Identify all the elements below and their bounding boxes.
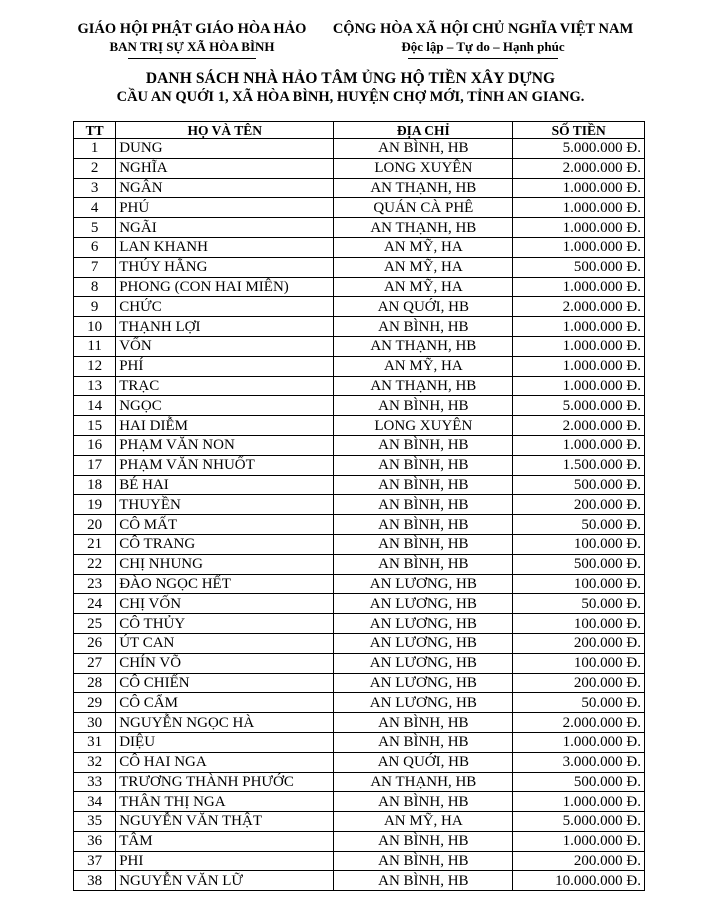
donation-amount: 500.000 Đ. xyxy=(513,257,645,277)
donation-amount: 100.000 Đ. xyxy=(513,614,645,634)
table-row xyxy=(74,257,645,277)
donor-name: CHỨC xyxy=(116,297,334,317)
table-row xyxy=(74,356,645,376)
donor-address: AN LƯƠNG, HB xyxy=(334,633,513,653)
row-number: 31 xyxy=(74,732,116,752)
table-row xyxy=(74,633,645,653)
row-number: 17 xyxy=(74,455,116,475)
donation-amount: 500.000 Đ. xyxy=(513,554,645,574)
table-row xyxy=(74,218,645,238)
donor-address: LONG XUYÊN xyxy=(334,158,513,178)
donor-address: AN BÌNH, HB xyxy=(334,396,513,416)
row-number: 32 xyxy=(74,752,116,772)
table-row xyxy=(74,495,645,515)
donor-address: AN BÌNH, HB xyxy=(334,435,513,455)
table-row xyxy=(74,475,645,495)
row-number: 1 xyxy=(74,139,116,159)
row-number: 16 xyxy=(74,435,116,455)
row-number: 30 xyxy=(74,713,116,733)
table-row xyxy=(74,713,645,733)
donor-address: AN BÌNH, HB xyxy=(334,831,513,851)
donor-name: CÔ MẤT xyxy=(116,515,334,535)
donor-name: ÚT CAN xyxy=(116,633,334,653)
column-header-tt: TT xyxy=(74,122,116,139)
donor-address: AN BÌNH, HB xyxy=(334,732,513,752)
table-row xyxy=(74,336,645,356)
row-number: 7 xyxy=(74,257,116,277)
donation-amount: 1.000.000 Đ. xyxy=(513,277,645,297)
table-row xyxy=(74,297,645,317)
donor-address: AN LƯƠNG, HB xyxy=(334,614,513,634)
row-number: 19 xyxy=(74,495,116,515)
donor-name: NGỌC xyxy=(116,396,334,416)
donor-address: AN MỸ, HA xyxy=(334,237,513,257)
organization-header xyxy=(72,20,312,56)
donation-amount: 5.000.000 Đ. xyxy=(513,812,645,832)
row-number: 27 xyxy=(74,653,116,673)
donation-amount: 1.000.000 Đ. xyxy=(513,732,645,752)
donor-name: CÔ HAI NGA xyxy=(116,752,334,772)
donor-name: PHÚ xyxy=(116,198,334,218)
document-title: DANH SÁCH NHÀ HẢO TÂM ỦNG HỘ TIỀN XÂY DỰNG xyxy=(145,70,556,87)
column-header-address: ĐỊA CHỈ xyxy=(334,122,513,139)
table-row xyxy=(74,792,645,812)
donor-name: TRƯƠNG THÀNH PHƯỚC xyxy=(116,772,334,792)
table-row xyxy=(74,317,645,337)
donor-address: AN MỸ, HA xyxy=(334,277,513,297)
table-row xyxy=(74,237,645,257)
donation-amount: 50.000 Đ. xyxy=(513,594,645,614)
donation-amount: 1.000.000 Đ. xyxy=(513,831,645,851)
donor-address: AN BÌNH, HB xyxy=(334,495,513,515)
donor-address: AN THẠNH, HB xyxy=(334,218,513,238)
table-row xyxy=(74,416,645,436)
table-row xyxy=(74,574,645,594)
donor-name: VỐN xyxy=(116,336,334,356)
donor-address: AN MỸ, HA xyxy=(334,356,513,376)
donor-name: CÔ CHIẾN xyxy=(116,673,334,693)
table-row xyxy=(74,554,645,574)
row-number: 26 xyxy=(74,633,116,653)
row-number: 3 xyxy=(74,178,116,198)
country-name: CỘNG HÒA XÃ HỘI CHỦ NGHĨA VIỆT NAM xyxy=(332,21,634,37)
donor-address: AN LƯƠNG, HB xyxy=(334,594,513,614)
row-number: 10 xyxy=(74,317,116,337)
national-header xyxy=(328,20,638,56)
donation-amount: 100.000 Đ. xyxy=(513,534,645,554)
donation-amount: 2.000.000 Đ. xyxy=(513,297,645,317)
document-subtitle: CẦU AN QUỚI 1, XÃ HÒA BÌNH, HUYỆN CHỢ MỚI, TỈNH AN GIANG. xyxy=(116,89,585,105)
donation-amount: 100.000 Đ. xyxy=(513,574,645,594)
row-number: 6 xyxy=(74,237,116,257)
donor-name: THẠNH LỢI xyxy=(116,317,334,337)
table-row xyxy=(74,534,645,554)
donation-amount: 2.000.000 Đ. xyxy=(513,416,645,436)
donation-amount: 200.000 Đ. xyxy=(513,673,645,693)
donation-amount: 1.000.000 Đ. xyxy=(513,178,645,198)
donation-amount: 1.000.000 Đ. xyxy=(513,237,645,257)
table-row xyxy=(74,614,645,634)
row-number: 15 xyxy=(74,416,116,436)
table-row xyxy=(74,139,645,159)
donation-amount: 200.000 Đ. xyxy=(513,495,645,515)
donor-address: AN THẠNH, HB xyxy=(334,336,513,356)
donor-name: PHI xyxy=(116,851,334,871)
column-header-amount: SỐ TIỀN xyxy=(513,122,645,139)
donor-name: TÂM xyxy=(116,831,334,851)
donor-address: AN THẠNH, HB xyxy=(334,376,513,396)
donor-name: PHONG (CON HAI MIÊN) xyxy=(116,277,334,297)
table-row xyxy=(74,277,645,297)
donor-address: AN LƯƠNG, HB xyxy=(334,653,513,673)
donation-amount: 200.000 Đ. xyxy=(513,633,645,653)
donor-address: AN BÌNH, HB xyxy=(334,792,513,812)
donation-amount: 1.000.000 Đ. xyxy=(513,792,645,812)
donor-address: AN BÌNH, HB xyxy=(334,317,513,337)
donor-address: AN LƯƠNG, HB xyxy=(334,693,513,713)
row-number: 28 xyxy=(74,673,116,693)
row-number: 11 xyxy=(74,336,116,356)
donation-amount: 1.000.000 Đ. xyxy=(513,317,645,337)
table-row xyxy=(74,178,645,198)
donor-name: TRẠC xyxy=(116,376,334,396)
donation-amount: 1.000.000 Đ. xyxy=(513,218,645,238)
donor-address: AN MỸ, HA xyxy=(334,812,513,832)
row-number: 14 xyxy=(74,396,116,416)
donor-address: AN LƯƠNG, HB xyxy=(334,574,513,594)
row-number: 8 xyxy=(74,277,116,297)
table-row xyxy=(74,752,645,772)
row-number: 13 xyxy=(74,376,116,396)
row-number: 35 xyxy=(74,812,116,832)
table-row xyxy=(74,435,645,455)
donation-amount: 3.000.000 Đ. xyxy=(513,752,645,772)
table-row xyxy=(74,673,645,693)
donation-amount: 500.000 Đ. xyxy=(513,475,645,495)
row-number: 18 xyxy=(74,475,116,495)
right-header-underline xyxy=(408,58,558,59)
donor-name: NGÃI xyxy=(116,218,334,238)
row-number: 21 xyxy=(74,534,116,554)
donation-amount: 1.000.000 Đ. xyxy=(513,356,645,376)
donor-address: AN BÌNH, HB xyxy=(334,851,513,871)
table-row xyxy=(74,812,645,832)
table-row xyxy=(74,772,645,792)
row-number: 25 xyxy=(74,614,116,634)
table-row xyxy=(74,158,645,178)
donor-address: AN BÌNH, HB xyxy=(334,871,513,891)
national-motto: Độc lập – Tự do – Hạnh phúc xyxy=(401,39,565,54)
donor-table xyxy=(73,121,645,891)
table-row xyxy=(74,693,645,713)
table-row xyxy=(74,396,645,416)
row-number: 23 xyxy=(74,574,116,594)
left-header-underline xyxy=(128,58,256,59)
donor-name: NGUYỄN VĂN LỮ xyxy=(116,871,334,891)
committee-name: BAN TRỊ SỰ XÃ HÒA BÌNH xyxy=(109,39,275,54)
row-number: 4 xyxy=(74,198,116,218)
donation-amount: 500.000 Đ. xyxy=(513,772,645,792)
donor-name: NGHĨA xyxy=(116,158,334,178)
donor-address: AN BÌNH, HB xyxy=(334,534,513,554)
row-number: 29 xyxy=(74,693,116,713)
donation-amount: 200.000 Đ. xyxy=(513,851,645,871)
row-number: 36 xyxy=(74,831,116,851)
donation-amount: 1.000.000 Đ. xyxy=(513,376,645,396)
donor-name: THÂN THỊ NGA xyxy=(116,792,334,812)
donation-amount: 10.000.000 Đ. xyxy=(513,871,645,891)
donor-address: AN BÌNH, HB xyxy=(334,139,513,159)
donor-name: ĐÀO NGỌC HẾT xyxy=(116,574,334,594)
table-row xyxy=(74,376,645,396)
table-row xyxy=(74,831,645,851)
donor-name: PHẠM VĂN NON xyxy=(116,435,334,455)
donor-address: AN THẠNH, HB xyxy=(334,772,513,792)
donation-amount: 5.000.000 Đ. xyxy=(513,139,645,159)
row-number: 5 xyxy=(74,218,116,238)
donor-name: DUNG xyxy=(116,139,334,159)
donor-address: AN THẠNH, HB xyxy=(334,178,513,198)
donor-name: CHÍN VÕ xyxy=(116,653,334,673)
table-header-row xyxy=(74,122,645,139)
donor-address: AN QUỚI, HB xyxy=(334,297,513,317)
donation-amount: 2.000.000 Đ. xyxy=(513,713,645,733)
donation-amount: 1.000.000 Đ. xyxy=(513,198,645,218)
row-number: 37 xyxy=(74,851,116,871)
table-row xyxy=(74,594,645,614)
table-row xyxy=(74,851,645,871)
row-number: 9 xyxy=(74,297,116,317)
donor-name: THÚY HẰNG xyxy=(116,257,334,277)
donor-address: LONG XUYÊN xyxy=(334,416,513,436)
donor-address: AN BÌNH, HB xyxy=(334,455,513,475)
row-number: 24 xyxy=(74,594,116,614)
donation-amount: 2.000.000 Đ. xyxy=(513,158,645,178)
donation-amount: 1.500.000 Đ. xyxy=(513,455,645,475)
donation-amount: 1.000.000 Đ. xyxy=(513,336,645,356)
donor-name: THUYỀN xyxy=(116,495,334,515)
donor-name: CÔ TRANG xyxy=(116,534,334,554)
donor-address: AN MỸ, HA xyxy=(334,257,513,277)
table-row xyxy=(74,871,645,891)
organization-name: GIÁO HỘI PHẬT GIÁO HÒA HẢO xyxy=(77,21,307,37)
donor-address: AN LƯƠNG, HB xyxy=(334,673,513,693)
row-number: 22 xyxy=(74,554,116,574)
donor-name: NGUYỄN NGỌC HÀ xyxy=(116,713,334,733)
donor-address: AN QUỚI, HB xyxy=(334,752,513,772)
donor-address: AN BÌNH, HB xyxy=(334,713,513,733)
row-number: 34 xyxy=(74,792,116,812)
donor-name: CÔ THỦY xyxy=(116,614,334,634)
donation-amount: 1.000.000 Đ. xyxy=(513,435,645,455)
donor-name: PHÍ xyxy=(116,356,334,376)
donor-name: NGÂN xyxy=(116,178,334,198)
donor-name: DIỆU xyxy=(116,732,334,752)
donor-name: LAN KHANH xyxy=(116,237,334,257)
donor-address: AN BÌNH, HB xyxy=(334,554,513,574)
table-row xyxy=(74,732,645,752)
donation-amount: 50.000 Đ. xyxy=(513,515,645,535)
row-number: 20 xyxy=(74,515,116,535)
donor-name: BÉ HAI xyxy=(116,475,334,495)
column-header-name: HỌ VÀ TÊN xyxy=(116,122,334,139)
row-number: 12 xyxy=(74,356,116,376)
donor-address: QUÁN CÀ PHÊ xyxy=(334,198,513,218)
row-number: 2 xyxy=(74,158,116,178)
donor-name: NGUYỄN VĂN THẬT xyxy=(116,812,334,832)
donor-address: AN BÌNH, HB xyxy=(334,515,513,535)
donation-amount: 5.000.000 Đ. xyxy=(513,396,645,416)
donation-amount: 100.000 Đ. xyxy=(513,653,645,673)
donor-name: CHỊ NHUNG xyxy=(116,554,334,574)
donor-name: PHẠM VĂN NHUỐT xyxy=(116,455,334,475)
table-row xyxy=(74,198,645,218)
table-row xyxy=(74,653,645,673)
donor-address: AN BÌNH, HB xyxy=(334,475,513,495)
table-row xyxy=(74,455,645,475)
donor-name: CHỊ VỐN xyxy=(116,594,334,614)
donor-name: HAI DIỄM xyxy=(116,416,334,436)
row-number: 33 xyxy=(74,772,116,792)
row-number: 38 xyxy=(74,871,116,891)
donor-name: CÔ CẨM xyxy=(116,693,334,713)
table-row xyxy=(74,515,645,535)
donation-amount: 50.000 Đ. xyxy=(513,693,645,713)
